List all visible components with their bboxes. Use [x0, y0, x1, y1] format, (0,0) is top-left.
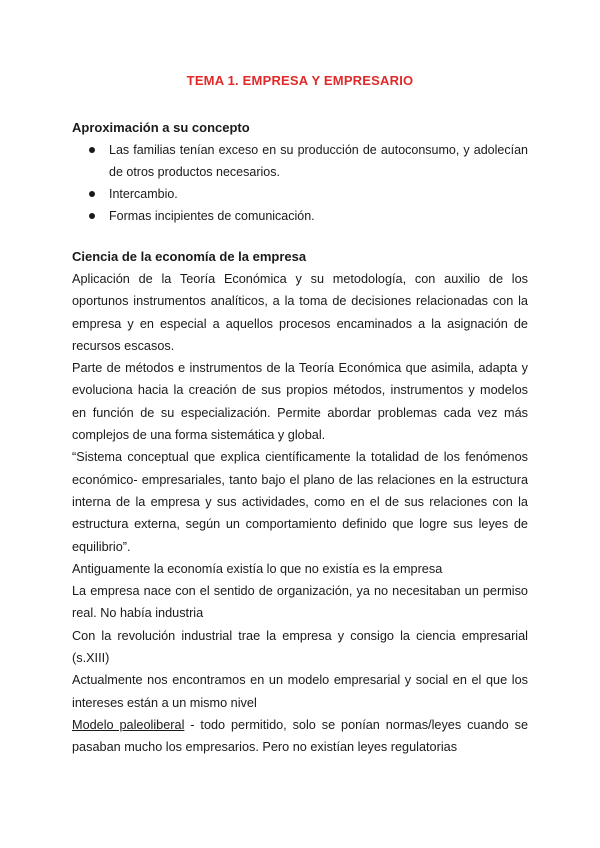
list-item-text: Las familias tenían exceso en su producción de autoconsumo, y adolecían de otros productos necesarios. [109, 143, 528, 179]
paragraph-modelo-paleoliberal [72, 714, 528, 759]
paragraph: Actualmente nos encontramos en un modelo empresarial y social en el que los intereses están a un mismo nivel [72, 673, 528, 710]
paragraph: Con la revolución industrial trae la empresa y consigo la ciencia empresarial (s.XIII) [72, 628, 528, 666]
paragraph-quote: “Sistema conceptual que explica científicamente la totalidad de los fenómenos económico- empresariales, tanto bajo el plano de las relaciones en la estructura interna de la empresa y sus actividades, como en el de sus relaciones con la estructura externa, según un comportamiento definido que logre sus leyes de equilibrio”. [72, 450, 528, 554]
bullet-icon [89, 191, 95, 197]
bullet-icon [89, 147, 95, 153]
document-content [72, 70, 528, 759]
page-title: TEMA 1. EMPRESA Y EMPRESARIO [186, 73, 414, 88]
list-item [89, 183, 528, 205]
paragraph: La empresa nace con el sentido de organización, ya no necesitaban un permiso real. No había industria [72, 584, 528, 621]
list-item-text: Formas incipientes de comunicación. [109, 209, 315, 223]
section-heading-concepto: Aproximación a su concepto [72, 120, 250, 135]
bullet-icon [89, 213, 95, 219]
bullet-list [72, 139, 528, 227]
list-item [89, 139, 528, 183]
list-item-text: Intercambio. [109, 187, 178, 201]
paragraph: Parte de métodos e instrumentos de la Teoría Económica que asimila, adapta y evoluciona hacia la creación de sus propios métodos, instrumentos y modelos en función de su especialización. Permite abordar problemas cada vez más complejos de una forma sistemática y global. [72, 361, 528, 443]
paragraph-text: - todo permitido, solo se ponían normas/leyes cuando se pasaban mucho los empresarios. Pero no existían leyes regulatorias [72, 717, 529, 755]
paragraph: Aplicación de la Teoría Económica y su metodología, con auxilio de los oportunos instrumentos analíticos, a la toma de decisiones relacionadas con la empresa y en especial a aquellos procesos encaminados a la asignación de recursos escasos. [72, 272, 528, 353]
section-heading-ciencia: Ciencia de la economía de la empresa [72, 249, 307, 264]
underlined-term: Modelo paleoliberal [72, 717, 185, 732]
paragraph: Antiguamente la economía existía lo que no existía es la empresa [72, 561, 443, 576]
list-item [89, 205, 528, 227]
